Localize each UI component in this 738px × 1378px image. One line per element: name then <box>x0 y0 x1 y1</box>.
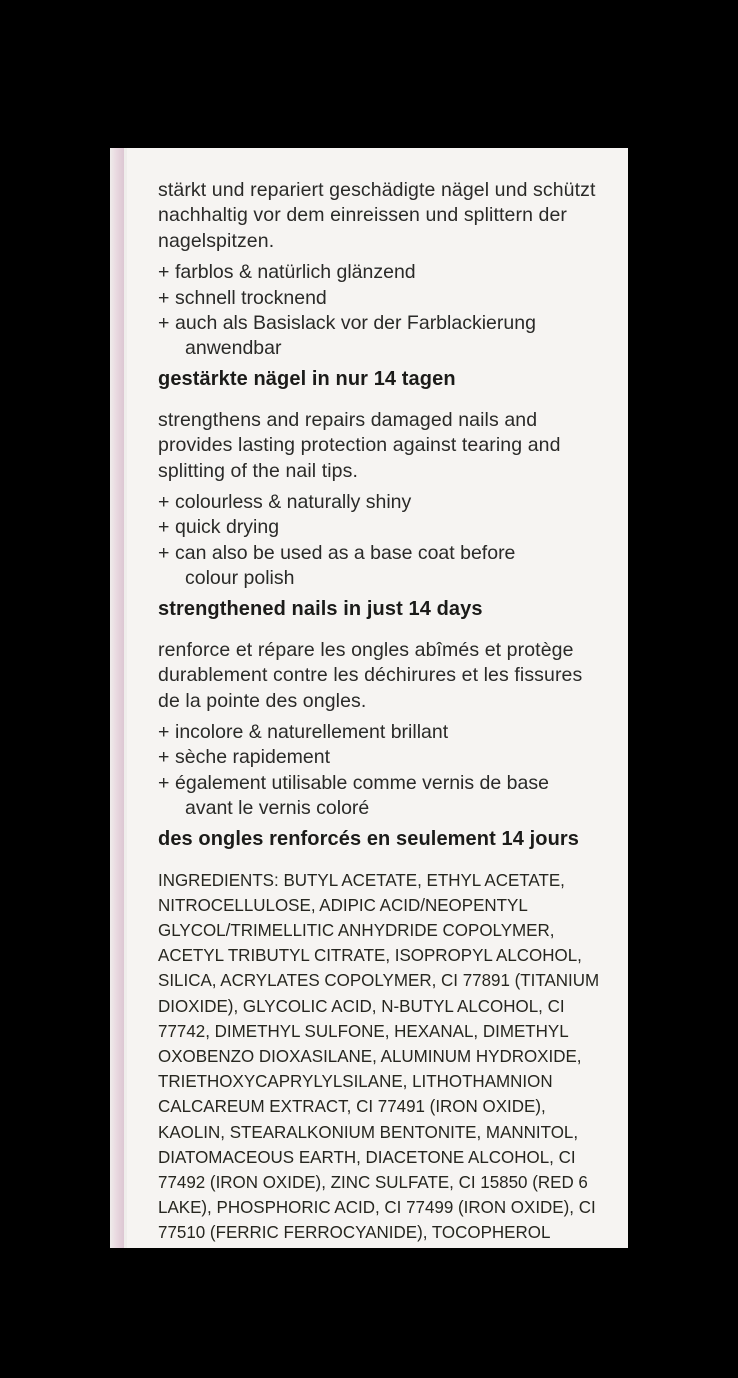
package-spine <box>110 148 124 1248</box>
product-label-panel <box>110 148 628 1248</box>
section-de-paragraph: stärkt und repariert geschädigte nägel und schützt nachhaltig vor dem einreissen und splittern der nagelspitzen. <box>158 179 596 252</box>
bullet-text: également utilisable comme vernis de base <box>175 771 549 794</box>
list-item <box>158 771 598 822</box>
section-en-bullets <box>158 490 598 592</box>
plus-icon: + <box>158 261 170 284</box>
plus-icon: + <box>158 516 170 539</box>
bullet-text-continuation: avant le vernis coloré <box>185 797 370 820</box>
ingredients-block <box>158 868 599 1246</box>
list-item <box>158 286 598 311</box>
section-en-headline: strengthened nails in just 14 days <box>158 597 483 620</box>
label-content <box>158 178 598 1246</box>
section-en <box>158 408 598 622</box>
bullet-text-continuation: colour polish <box>185 567 295 590</box>
bullet-text: incolore & naturellement brillant <box>175 720 449 743</box>
bullet-text: farblos & natürlich glänzend <box>175 261 416 284</box>
list-item <box>158 720 598 745</box>
list-item <box>158 541 598 592</box>
list-item <box>158 311 598 362</box>
section-de-headline: gestärkte nägel in nur 14 tagen <box>158 367 456 390</box>
section-fr <box>158 638 598 852</box>
ingredients-text: BUTYL ACETATE, ETHYL ACETATE, NITROCELLULOSE, ADIPIC ACID/NEOPENTYL GLYCOL/TRIMELLITIC ANHYDRIDE COPOLYMER, ACETYL TRIBUTYL CITRATE, ISOPROPYL ALCOHOL, SILICA, ACRYLATES COPOLYMER, CI 77891 (TITANIUM DIOXIDE), GLYCOLIC ACID, N-BUTYL ALCOHOL, CI 77742, DIMETHYL SULFONE, HEXANAL, DIMETHYL OXOBENZO DIOXASILANE, ALUMINUM HYDROXIDE, TRIETHOXYCAPRYLYLSILANE, LITHOTHAMNION CALCAREUM EXTRACT, CI 77491 (IRON OXIDE), KAOLIN, STEARALKONIUM BENTONITE, MANNITOL, DIATOMACEOUS EARTH, DIACETONE ALCOHOL, CI 77492 (IRON OXIDE), ZINC SULFATE, CI 15850 (RED 6 LAKE), PHOSPHORIC ACID, CI 77499 (IRON OXIDE), CI 77510 (FERRIC FERROCYANIDE), TOCOPHEROL <box>158 869 600 1243</box>
list-item <box>158 515 598 540</box>
section-fr-bullets <box>158 720 598 822</box>
plus-icon: + <box>158 491 170 514</box>
plus-icon: + <box>158 720 170 743</box>
bullet-text: auch als Basislack vor der Farblackierung <box>175 312 536 335</box>
section-en-paragraph: strengthens and repairs damaged nails and provides lasting protection against tearing and splitting of the nail tips. <box>158 408 561 482</box>
plus-icon: + <box>158 746 170 769</box>
list-item <box>158 745 598 770</box>
section-fr-paragraph: renforce et répare les ongles abîmés et protège durablement contre les déchirures et les fissures de la pointe des ongles. <box>158 638 583 712</box>
plus-icon: + <box>158 286 170 309</box>
bullet-text: schnell trocknend <box>175 286 327 309</box>
ingredients-label: INGREDIENTS: <box>158 869 279 890</box>
bullet-text: quick drying <box>175 516 280 539</box>
section-fr-headline: des ongles renforcés en seulement 14 jours <box>158 827 580 850</box>
bullet-text-continuation: anwendbar <box>185 337 282 360</box>
plus-icon: + <box>158 541 170 564</box>
bullet-text: colourless & naturally shiny <box>175 491 412 514</box>
plus-icon: + <box>158 312 170 335</box>
bullet-text: can also be used as a base coat before <box>175 541 516 564</box>
list-item <box>158 260 598 285</box>
package-spine-edge <box>124 148 127 1248</box>
section-de <box>158 178 598 392</box>
section-de-bullets <box>158 260 598 362</box>
list-item <box>158 490 598 515</box>
bullet-text: sèche rapidement <box>175 746 331 769</box>
plus-icon: + <box>158 771 170 794</box>
